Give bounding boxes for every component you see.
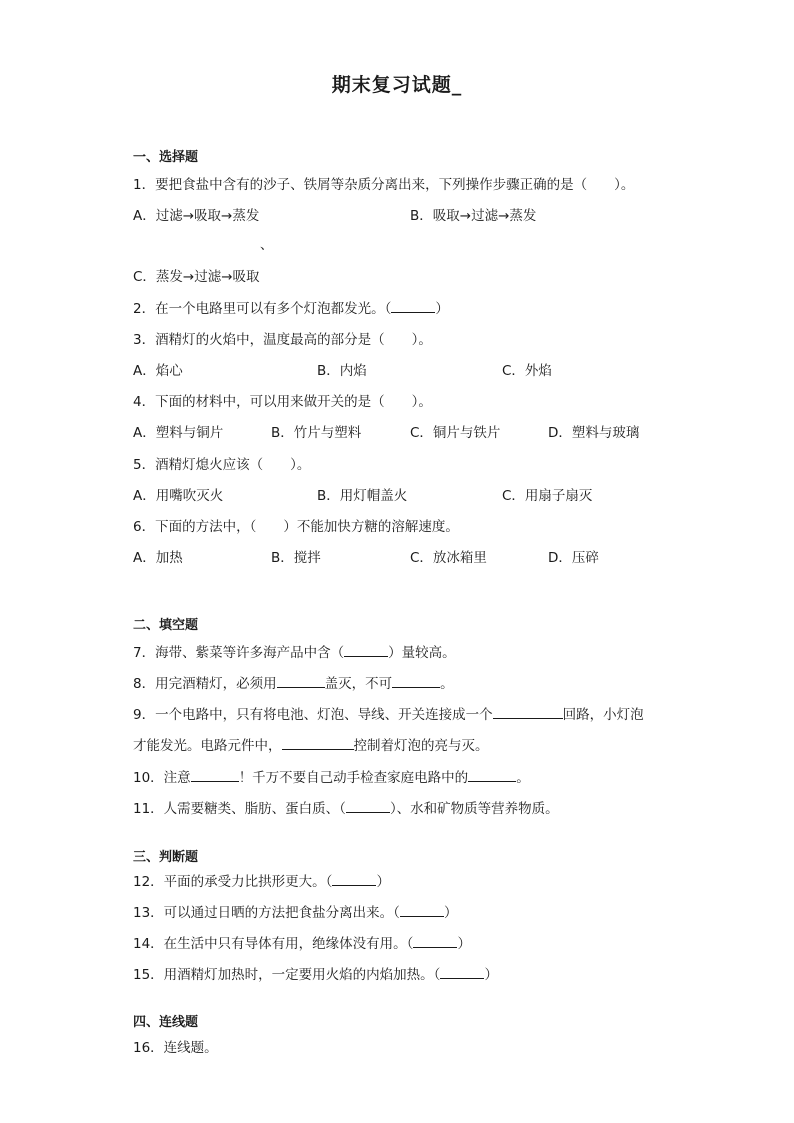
answer-blank[interactable] bbox=[400, 904, 444, 917]
answer-blank[interactable] bbox=[413, 935, 457, 948]
section-heading-judge: 三、判断题 bbox=[133, 850, 199, 865]
question-2-close: ） bbox=[435, 301, 449, 317]
answer-blank[interactable] bbox=[468, 769, 516, 782]
question-9-line-2 bbox=[133, 734, 489, 754]
question-11-text: 11．人需要糖类、脂肪、蛋白质、（ bbox=[133, 801, 346, 817]
section-heading-match: 四、连线题 bbox=[133, 1015, 199, 1030]
question-9-tail: 回路，小灯泡 bbox=[562, 707, 644, 723]
question-3-stem: 3．酒精灯的火焰中，温度最高的部分是（ ）。 bbox=[133, 332, 432, 348]
question-5-option-b: B．用灯帽盖火 bbox=[317, 488, 408, 504]
answer-blank[interactable] bbox=[277, 675, 325, 688]
question-9-line-1 bbox=[133, 703, 644, 723]
stray-mark: 、 bbox=[260, 238, 274, 253]
question-4-option-c: C．铜片与铁片 bbox=[410, 425, 501, 441]
answer-blank[interactable] bbox=[493, 706, 563, 719]
question-8-text: 8．用完酒精灯，必须用 bbox=[133, 676, 277, 692]
question-1-stem: 1．要把食盐中含有的沙子、铁屑等杂质分离出来，下列操作步骤正确的是（ ）。 bbox=[133, 177, 635, 193]
question-8-tail: 。 bbox=[440, 676, 454, 692]
question-8-mid: 盖灭，不可 bbox=[324, 676, 393, 692]
question-6-option-a: A．加热 bbox=[133, 550, 183, 566]
answer-blank[interactable] bbox=[282, 737, 354, 750]
section-heading-fill: 二、填空题 bbox=[133, 618, 199, 633]
question-6-stem: 6．下面的方法中，（ ）不能加快方糖的溶解速度。 bbox=[133, 519, 459, 535]
question-2 bbox=[133, 297, 449, 317]
answer-blank[interactable] bbox=[346, 800, 390, 813]
question-11-tail: ）、水和矿物质等营养物质。 bbox=[389, 801, 559, 817]
question-12-text: 12．平面的承受力比拱形更大。（ bbox=[133, 874, 333, 890]
question-6-option-b: B．搅拌 bbox=[271, 550, 321, 566]
question-1-option-b: B．吸取→过滤→蒸发 bbox=[410, 208, 537, 224]
question-14-close: ） bbox=[457, 936, 471, 952]
question-13 bbox=[133, 901, 457, 921]
question-1-option-c: C．蒸发→过滤→吸取 bbox=[133, 269, 260, 285]
question-15-text: 15．用酒精灯加热时，一定要用火焰的内焰加热。（ bbox=[133, 967, 441, 983]
question-10-tail: 。 bbox=[516, 770, 530, 786]
question-6-option-d: D．压碎 bbox=[548, 550, 599, 566]
question-4-stem: 4．下面的材料中，可以用来做开关的是（ ）。 bbox=[133, 394, 432, 410]
answer-blank[interactable] bbox=[344, 644, 388, 657]
question-9-text-2: 才能发光。电路元件中， bbox=[133, 738, 282, 754]
question-10 bbox=[133, 766, 530, 786]
question-1-option-a: A．过滤→吸取→蒸发 bbox=[133, 208, 260, 224]
question-3-option-a: A．焰心 bbox=[133, 363, 183, 379]
question-8 bbox=[133, 672, 454, 692]
question-13-close: ） bbox=[443, 905, 458, 921]
question-12-close: ） bbox=[376, 874, 390, 890]
question-4-option-b: B．竹片与塑料 bbox=[271, 425, 362, 441]
question-10-mid: ！千万不要自己动手检查家庭电路中的 bbox=[238, 770, 469, 786]
question-15-close: ） bbox=[484, 967, 498, 983]
page-title: 期末复习试题_ bbox=[331, 74, 463, 96]
question-9-text: 9．一个电路中，只有将电池、灯泡、导线、开关连接成一个 bbox=[133, 707, 493, 723]
question-11 bbox=[133, 797, 559, 817]
question-16-stem: 16．连线题。 bbox=[133, 1040, 218, 1056]
section-heading-choice: 一、选择题 bbox=[133, 150, 199, 165]
answer-blank[interactable] bbox=[440, 966, 484, 979]
question-9-tail-2: 控制着灯泡的亮与灭。 bbox=[353, 738, 489, 754]
question-10-text: 10．注意 bbox=[133, 770, 191, 786]
question-15 bbox=[133, 963, 498, 983]
question-4-option-d: D．塑料与玻璃 bbox=[548, 425, 640, 441]
question-13-text: 13．可以通过日晒的方法把食盐分离出来。（ bbox=[133, 905, 400, 921]
answer-blank[interactable] bbox=[332, 873, 376, 886]
question-5-option-c: C．用扇子扇灭 bbox=[502, 488, 593, 504]
answer-blank[interactable] bbox=[391, 300, 435, 313]
question-7-text: 7．海带、紫菜等许多海产品中含（ bbox=[133, 645, 345, 661]
question-14 bbox=[133, 932, 471, 952]
question-12 bbox=[133, 870, 390, 890]
question-3-option-c: C．外焰 bbox=[502, 363, 552, 379]
question-5-stem: 5．酒精灯熄火应该（ ）。 bbox=[133, 457, 311, 473]
question-14-text: 14．在生活中只有导体有用，绝缘体没有用。（ bbox=[133, 936, 414, 952]
question-4-option-a: A．塑料与铜片 bbox=[133, 425, 224, 441]
question-5-option-a: A．用嘴吹灭火 bbox=[133, 488, 224, 504]
question-6-option-c: C．放冰箱里 bbox=[410, 550, 487, 566]
question-2-text: 2．在一个电路里可以有多个灯泡都发光。（ bbox=[133, 301, 392, 317]
answer-blank[interactable] bbox=[191, 769, 239, 782]
question-3-option-b: B．内焰 bbox=[317, 363, 367, 379]
answer-blank[interactable] bbox=[392, 675, 440, 688]
question-7 bbox=[133, 641, 456, 661]
question-7-tail: ）量较高。 bbox=[388, 645, 456, 661]
